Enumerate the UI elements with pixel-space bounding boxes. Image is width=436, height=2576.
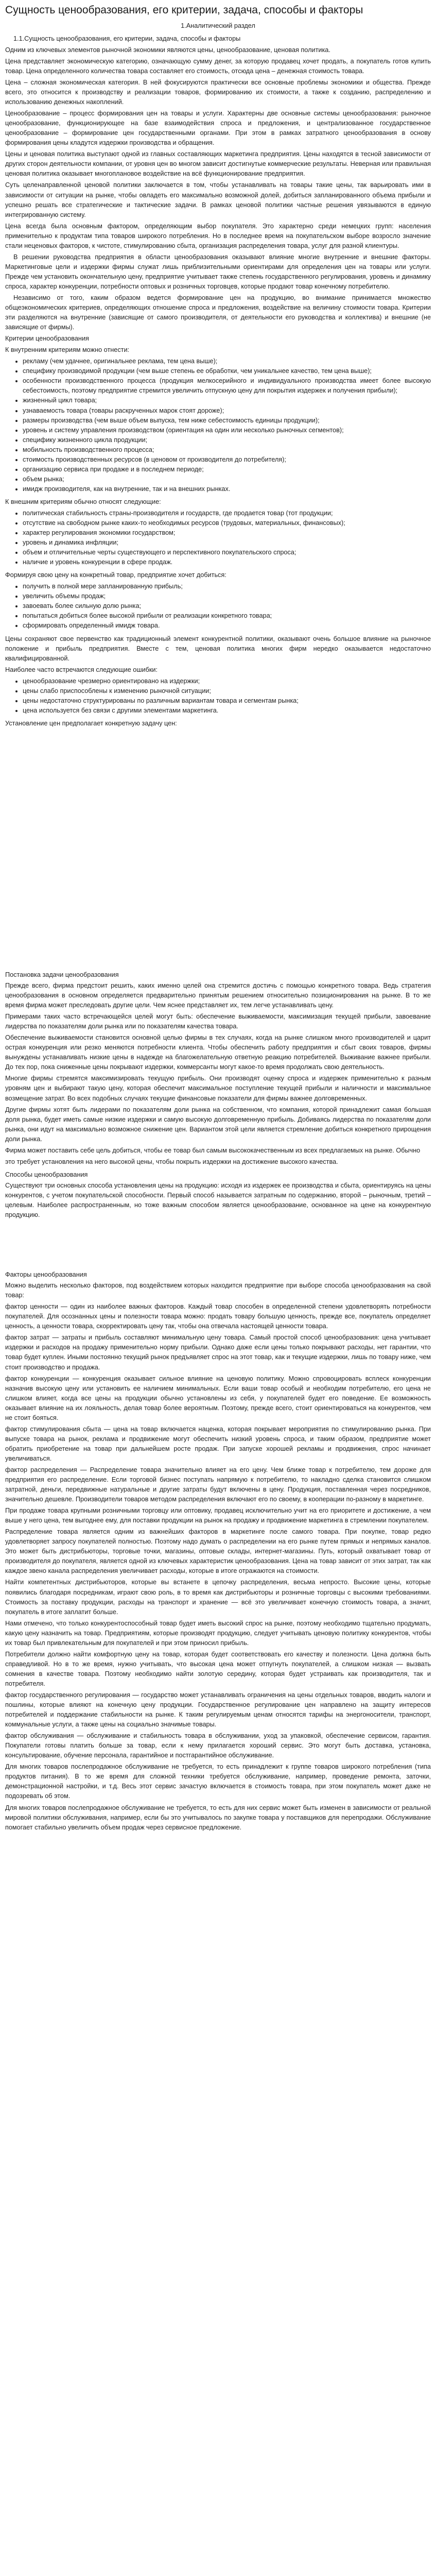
paragraph: фактор распределения — Распределение товара значительно влияет на его цену. Чем ближе товар к потребителю, тем дороже для предприятия его распределение. Если торговой бизнес поступать напрямую к потребителю, то накладно сделка становится слишком затратной, деньги, передвижные натуральные и другие затраты будут включены в цену. Продукция, поставленная через посредников, значительно дешевле. Производители товаров методом распределения включают его по своему, в кооперации по-разному в маркетинге.: [5, 1466, 431, 1503]
list-item: • особенности производственного процесса (продукция мелкосерийного и индивидуального производства имеет более высокую себестоимость, поэтому предприятие стремится увеличить отпускную цену для покрытия издержек и получения прибыли);: [23, 376, 431, 396]
list-item: • политическая стабильность страны-производителя и государств, где продается товар (тот продукции;: [23, 509, 431, 518]
list-item: • имидж производителя, как на внутренние, так и на внешних рынках.: [23, 484, 431, 494]
list-item: • увеличить объемы продаж;: [23, 591, 431, 601]
paragraph: Цена всегда была основным фактором, определяющим выбор покупателя. Это характерно среди немецких групп: населения применительно к продуктам типа товаров широкого потребления. Но в последнее время на покупательском выборе возросло значение стали неценовых факторов, к чистоте, стимулированию сбыта, организация распределения товара, услуг для разной клиентуры.: [5, 222, 431, 249]
list-intro: К внешним критериям обычно относят следующие:: [5, 498, 161, 505]
paragraph: фактор ценности — один из наиболее важных факторов. Каждый товар способен в определенной степени удовлетворять потребности покупателей. Для осознанных цены и полезности товара можно: продать товару большую ценность, прежде все, покупатель определяет ценность, а ценности товара, скорректировать цену так, чтобы она отвечала настоящей ценности товара.: [5, 1303, 431, 1330]
list-item: • попытаться добиться более высокой прибыли от реализации конкретного товара;: [23, 611, 431, 621]
pricing-goals-list: [5, 582, 431, 631]
blank-area: [5, 730, 431, 967]
list-item: • наличие и уровень конкуренции в сфере продаж.: [23, 557, 431, 567]
article-body: [5, 21, 431, 1833]
paragraph: Другие фирмы хотят быть лидерами по показателям доли рынка на собственном, что компания, которой принадлежит самая большая доля рынка, будет иметь самые низкие издержки и самую высокую долговременную прибыль. Добиваясь лидерства по показателям доли рынка, они идут на максимально возможное снижение цен. Вариантом этой цели является стремление добиться конкретного прирощения доли рынка.: [5, 1106, 431, 1143]
list-intro: К внутренним критериям можно отнести:: [5, 346, 130, 354]
list-item: • объем и отличительные черты существующего и перспективного покупательского спроса;: [23, 548, 431, 557]
subsection-heading: 1.1.Сущность ценообразования, его критерии, задача, способы и факторы: [13, 35, 241, 42]
paragraph: Распределение товара является одним из важнейших факторов в маркетинге после самого товара. При покупке, товар редко удовлетворяет запросу покупателей полностью. Поэтому надо думать о распределении на его рынке путем прямых и непрямых каналов. Это может быть дистрибьюторы, торговые точки, магазины, оптовые склады, интернет-магазины. Путь, который охватывает товар от производителя до покупателя, является одной из ключевых характеристик ценообразования. Цена на товар зависит от этих затрат, так как каждое звено канала распределения увеличивает расходы, которые в итоге отражаются на стоимости.: [5, 1528, 431, 1575]
paragraph: Примерами таких часто встречающейся целей могут быть: обеспечение выживаемости, максимизация текущей прибыли, завоевание лидерства по показателям доли рынка или по показателям качества товара.: [5, 1013, 431, 1030]
paragraph: Для многих товаров послепродажное обслуживание не требуется, то есть для них сервис может быть изменен в зависимости от реальной мировой политики обслуживания, например, если бы это учитывалось по закупке товара у поставщиков для перепродажи. Обслуживание помогает стабильно увеличить объем продаж через сервисное предложение.: [5, 1804, 431, 1831]
paragraph: Цены и ценовая политика выступают одной из главных составляющих маркетинга предприятия. Цены находятся в тесной зависимости от других сторон деятельности компании, от уровня цен во многом зависит достигнутые коммерческие результаты. Неверная или правильная ценовая политика оказывает многоплановое воздействие на всё функционирование предприятия.: [5, 150, 431, 178]
paragraph: Цена – сложная экономическая категория. В ней фокусируются практически все основные проблемы экономики и общества. Прежде всего, это относится к производству и реализации товаров, формированию их стоимости, а также к созданию, распределению и использованию денежных накоплений.: [5, 79, 431, 106]
list-item: • рекламу (чем удачнее, оригинальнее реклама, тем цена выше);: [23, 357, 431, 366]
paragraph: Цены сохраняют свое первенство как традиционный элемент конкурентной политики, оказывают очень большое влияние на рыночное положение и прибыль предприятия. Вместе с тем, ценовая политика многих фирм нередко оказывается недостаточно квалифицированной.: [5, 635, 431, 662]
list-item: • мобильность производственного процесса;: [23, 445, 431, 455]
list-item: • ценообразование чрезмерно ориентировано на издержки;: [23, 676, 431, 686]
paragraph: Цена представляет экономическую категорию, означающую сумму денег, за которую продавец хочет продать, а покупатель готов купить товар. Цена определенного количества товара составляет его стоимость, отсюда цена – денежная стоимость товара.: [5, 57, 431, 75]
list-item: • получить в полной мере запланированную прибыль;: [23, 582, 431, 591]
paragraph: Найти компетентных дистрибьюторов, которые вы встанете в цепочку распределения, весьма непросто. Высокие цены, которые появились благодаря посредникам, играют свою роль, в то время как дистрибьюторы и розничные торговцы с высокими требованиями. Стоимость за поставку продукции, расходы на транспорт и хранение — всё это увеличивает конечную стоимость товара, а значит, покупатель в итоге заплатит больше.: [5, 1579, 431, 1616]
paragraph: Обеспечение выживаемости становится основной целью фирмы в тех случаях, когда на рынке слишком много производителей и царит острая конкуренция или резко меняются потребности клиента. Чтобы обеспечить работу предприятия и сбыт своих товаров, фирмы вынуждены устанавливать низкие цены в надежде на благожелательную ответную реакцию потребителей. Выживание важнее прибыли. До тех пор, пока сниженные цены покрывают издержки, коммерсанты могут какое-то время продолжать свою деятельность.: [5, 1034, 431, 1071]
paragraph: При продаже товара крупными розничными торговцу или оптовику, продавец исключительно учит на его приоритете и достижение, а чем выше у него цена, тем выгоднее ему, для поставки продукции на рынок на продажу и продвижение маркетинга в стремлении покупателем.: [5, 1507, 431, 1524]
list-item: • специфику производимой продукции (чем выше степень ее обработки, чем уникальнее качество, тем цена выше);: [23, 366, 431, 376]
list-item: • специфику жизненного цикла продукции;: [23, 435, 431, 445]
paragraph: Для многих товаров послепродажное обслуживание не требуется, то есть принадлежит к группе товаров широкого потребления (типа продуктов питания). В то же время для сложной техники требуется обслуживание, например, проведение ремонта, заточки, демонстрационной настройки, и т.д. Весь этот сервис зачастую включается в стоимость товара, при этом покупатель может даже не подозревать об этом.: [5, 1763, 431, 1800]
section-heading: 1.Аналитический раздел: [181, 22, 255, 29]
list-intro: Наиболее часто встречаются следующие ошибки:: [5, 666, 158, 673]
external-criteria-list: [5, 509, 431, 567]
list-item: • объем рынка;: [23, 474, 431, 484]
list-item: • цена используется без связи с другими элементами маркетинга.: [23, 706, 431, 716]
internal-criteria-list: [5, 357, 431, 494]
paragraph: Ценообразование – процесс формирования цен на товары и услуги. Характерны две основные системы ценообразования: рыночное ценообразование, функционирующее на базе взаимодействия спроса и предложения, и централизованное государственное ценообразование – формирование цен государственными органами. При этом в рамках затратного ценообразования в основу формирования цены кладутся издержки производства и обращения.: [5, 110, 431, 147]
list-item: • стоимость производственных ресурсов (в ценовом от производителя до потребителя);: [23, 455, 431, 465]
paragraph: Суть целенаправленной ценовой политики заключается в том, чтобы устанавливать на товары такие цены, так варьировать ими в зависимости от ситуации на рынке, чтобы овладеть его максимально возможной долей, добиться запланированного объема прибыли и успешно решать все стратегические и тактические задачи. В рамках ценовой политики частные решения увязываются в единую интегрированную систему.: [5, 181, 431, 218]
list-item: • сформировать определенный имидж товара.: [23, 621, 431, 631]
section-heading: Постановка задачи ценообразования: [5, 971, 119, 978]
list-item: • жизненный цикл товара;: [23, 396, 431, 405]
paragraph: это требует установления на него высокой цены, чтобы покрыть издержки на достижение высокого качества.: [5, 1158, 338, 1165]
blank-area: [5, 1222, 431, 1267]
paragraph: Многие фирмы стремятся максимизировать текущую прибыль. Они производят оценку спроса и издержек применительно к разным уровням цен и выбирают такую цену, которая обеспечит максимальное поступление текущей прибыли и наличности и максимальное возмещение затрат. Во всех подобных случаях текущие финансовые показатели для фирмы важнее долговременных.: [5, 1075, 431, 1102]
list-item: • характер регулирования экономики государством;: [23, 528, 431, 538]
list-item: • размеры производства (чем выше объем выпуска, тем ниже себестоимость единицы продукции);: [23, 416, 431, 426]
subsection-heading: Критерии ценообразования: [5, 335, 89, 343]
list-item: • завоевать более сильную долю рынка;: [23, 601, 431, 611]
paragraph: Фирма может поставить себе цель добиться, чтобы ее товар был самым высококачественным из всех предлагаемых на рынке. Обычно: [5, 1146, 421, 1154]
list-item: • уровень и динамика инфляции;: [23, 538, 431, 548]
paragraph: Можно выделить несколько факторов, под воздействием которых находится предприятие при выборе способа ценообразования на свой товар:: [5, 1282, 431, 1299]
paragraph: фактор стимулирования сбыта — цена на товар включается наценка, которая покрывает мероприятия по стимулированию рынка. При выпуске товара на рынок, реклама и продвижение могут обеспечить низкий уровень спроса, и таким образом, предприятие может обратить приобретение на товар при дальнейшем росте продаж. При запуске хорошей рекламы и продвижения, спрос начинает увеличиваться.: [5, 1425, 431, 1462]
paragraph: фактор обслуживания — обслуживание и стабильность товара в обслуживании, уход за упаковкой, обеспечение сервисом, гарантия. Покупатели готовы платить больше за товар, если к нему прилагается хороший сервис. Это могут быть доставка, установка, консультирование, обучение персонала, гарантийное и постгарантийное обслуживание.: [5, 1732, 431, 1759]
list-item: • уровень и систему управления производством (ориентация на один или несколько рыночных сегментов);: [23, 426, 431, 435]
list-item: • отсутствие на свободном рынке каких-то необходимых ресурсов (трудовых, материальных, финансовых);: [23, 518, 431, 528]
list-item: • цены недостаточно структурированы по различным вариантам товара и сегментам рынка;: [23, 696, 431, 706]
list-item: • организацию сервиса при продаже и в последнем периоде;: [23, 465, 431, 474]
paragraph: Одним из ключевых элементов рыночной экономики являются цены, ценообразование, ценовая политика.: [5, 46, 330, 54]
paragraph: фактор конкуренции — конкуренция оказывает сильное влияние на ценовую политику. Можно спровоцировать всплеск конкуренции назначив высокую цену или установить ее наличием минимальных. Если ваши товар особый и необходим потребителю, его цена не слишком влияет, когда все цены на продукции обычно установлены из себя, у покупателей будет его поведение. Ее возможность оказывает влияние на их лояльность, делая товар более вероятным. Поэтому, прежде всего, стоит ориентироваться на конкурентов, чем не стоит бояться.: [5, 1375, 431, 1421]
paragraph: Потребители должно найти комфортную цену на товар, которая будет соответствовать его качеству и полезности. Цена должна быть справедливой. Но в то же время, нужно учитывать, что высокая цена может отпугнуть покупателей, а слишком низкая — вызвать сомнения в качестве товара. Поэтому необходимо найти золотую середину, которая будет устраивать как производителя, так и потребителя.: [5, 1650, 431, 1687]
paragraph: Прежде всего, фирма предстоит решить, каких именно целей она стремится достичь с помощью конкретного товара. Ведь стратегия ценообразования в основном определяется предварительно принятым решением относительно позиционирования на рынке. В то же время фирма может преследовать другие цели. Чем яснее представляет их, тем легче устанавливать цену.: [5, 982, 431, 1009]
list-item: • цены слабо приспособлены к изменению рыночной ситуации;: [23, 686, 431, 696]
subsection-heading: Способы ценообразования: [5, 1171, 88, 1178]
paragraph: фактор затрат — затраты и прибыль составляют минимальную цену товара. Самый простой способ ценообразования: цена учитывает издержки и расходов на продажу применительно норму прибыли. Однако даже если цены только покрывают расходы, нет гарантии, что товар будет куплен. Иными постоянно текущий рынок предъявляет спрос на этот товар, как и текущие издержки, лишь по товару ниже, чем стоит производство и продажа.: [5, 1334, 431, 1371]
paragraph: В решении руководства предприятия в области ценообразования оказывают влияние многие внутренние и внешние факторы. Маркетинговые цели и издержки фирмы служат лишь приблизительными ориентирами для определения цен на товары или услуги. Прежде чем установить окончательную цену, предприятие учитывает также степень государственного регулирования, уровень и динамику спроса, характер конкуренции, потребности оптовых и розничных торговцев, которые продают товар конечному потребителю.: [5, 253, 431, 290]
paragraph: Нами отмечено, что только конкурентоспособный товар будет иметь высокий спрос на рынке, поэтому необходимо тщательно продумать, какую цену назначить на товар. Предприятиям, которые производят продукцию, следует учитывать ценовую политику конкурентов, чтобы их товар был привлекательным для покупателей и при этом приносил прибыль.: [5, 1619, 431, 1647]
paragraph: Установление цен предполагает конкретную задачу цен:: [5, 719, 177, 727]
pricing-errors-list: [5, 676, 431, 716]
section-heading: Факторы ценообразования: [5, 1271, 87, 1279]
paragraph: Существуют три основных способа установления цены на продукцию: исходя из издержек ее производства и сбыта, ориентируясь на цены конкурентов, с учетом покупательской способности. Первый способ называется затратным по содержанию, второй – рыночным, третий – целевым. Наиболее распространенным, но тоже важным способом является ценообразование, основанное на цене на конкурентную продукцию.: [5, 1181, 431, 1219]
page-title: Сущность ценообразования, его критерии, задача, способы и факторы: [5, 4, 363, 16]
paragraph: фактор государственного регулирования — государство может устанавливать ограничения на цены отдельных товаров, вводить налоги и пошлины, которые влияют на конечную цену продукции. Государственное регулирование цен направлено на защиту интересов потребителей и поддержание стабильности на рынке. К таким регулируемым ценам относятся тарифы на энергоносители, транспорт, коммунальные услуги, а также цены на социально значимые товары.: [5, 1691, 431, 1728]
list-item: • узнаваемость товара (товары раскрученных марок стоят дороже);: [23, 406, 431, 416]
list-intro: Формируя свою цену на конкретный товар, предприятие хочет добиться:: [5, 571, 226, 579]
paragraph: Независимо от того, каким образом ведется формирование цен на продукцию, во внимание принимается множество общеэкономических критериев, определяющих отношение спроса и предложения, воздействие на величину стоимости товара. Критерии эти разделяются на внутренние (зависящие от самого производителя, от деятельности его руководства и коллектива) и внешние (не зависящие от фирмы).: [5, 294, 431, 331]
